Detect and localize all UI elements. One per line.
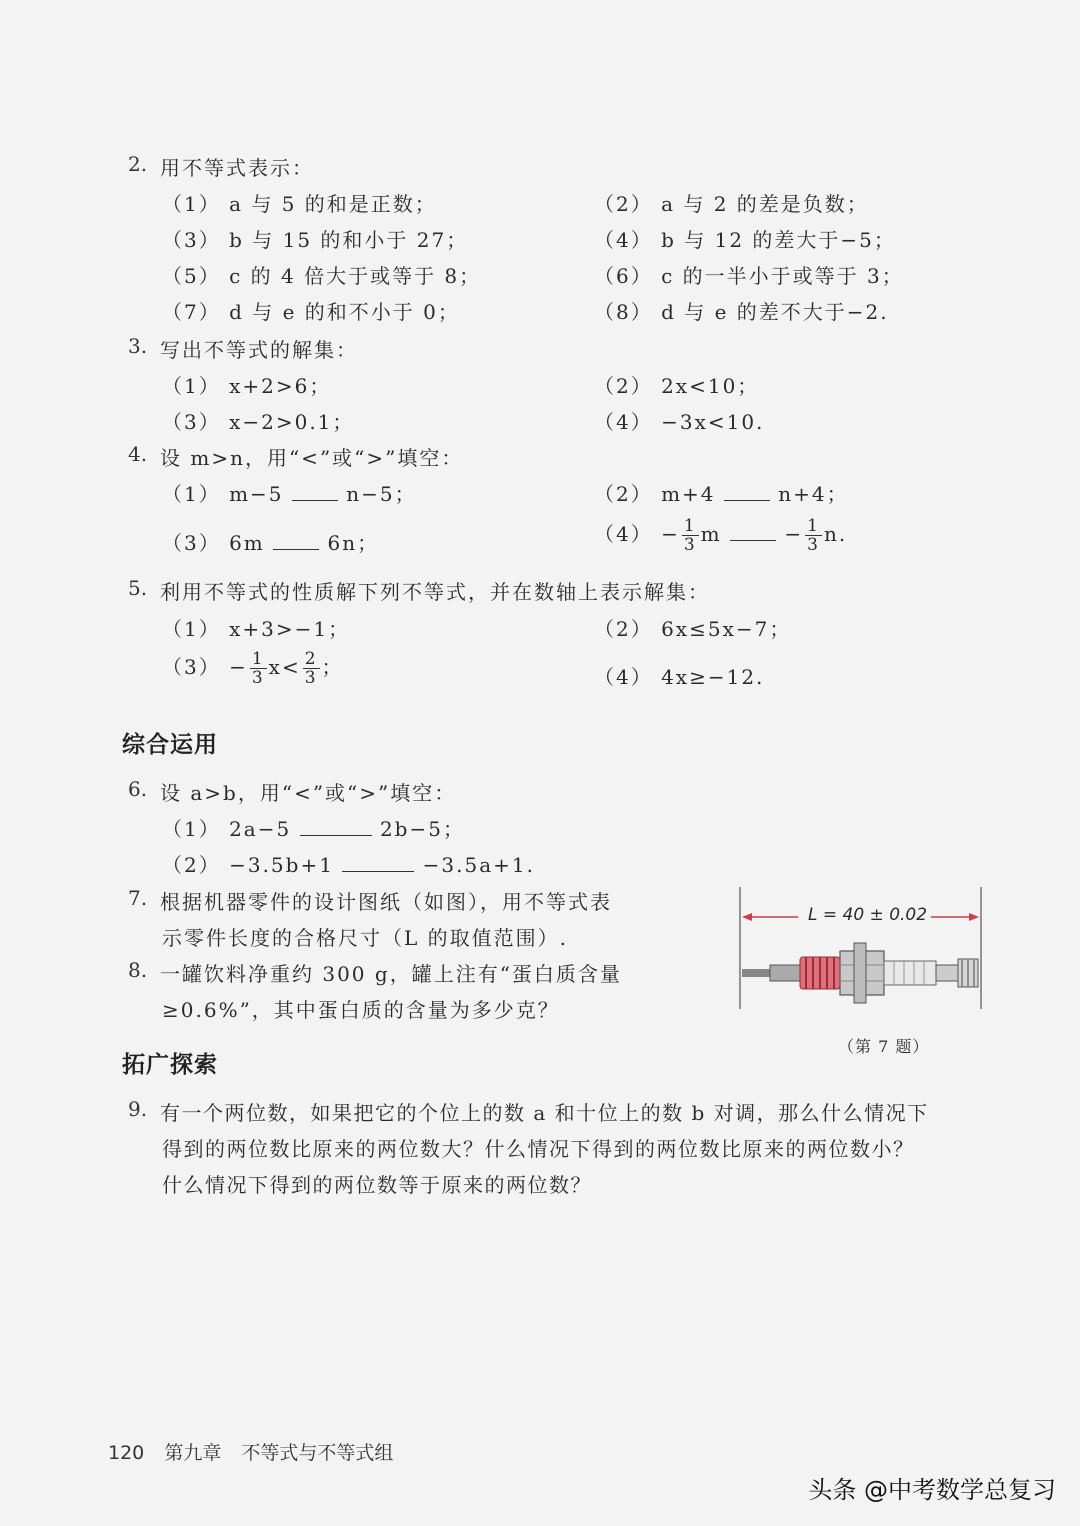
q5-title: 利用不等式的性质解下列不等式，并在数轴上表示解集： [160, 580, 710, 604]
answer-blank[interactable] [292, 482, 338, 501]
q4-item-4-left: （4） − [594, 522, 680, 546]
fraction [250, 650, 267, 687]
fraction-numerator: 2 [304, 649, 318, 669]
q4-item-2 [594, 478, 849, 507]
q5-item-4: （4） 4x≥−12. [594, 665, 765, 689]
q2-item-8: （8） d 与 e 的差不大于−2. [594, 300, 889, 324]
fraction-denominator: 3 [683, 535, 697, 555]
q2-number: 2. [128, 152, 148, 176]
q2-item-6: （6） c 的一半小于或等于 3； [594, 264, 904, 288]
fraction [303, 650, 320, 687]
q4-item-1-left: （1） m−5 [162, 482, 284, 506]
fraction [805, 517, 822, 554]
q5-item-1: （1） x+3>−1； [162, 617, 351, 641]
q4-item-3 [162, 527, 379, 556]
q3-item-3: （3） x−2>0.1； [162, 410, 355, 434]
q8-line-1: 一罐饮料净重约 300 g，罐上注有“蛋白质含量 [160, 962, 622, 986]
page-number: 120 [108, 1442, 145, 1464]
answer-blank[interactable] [730, 522, 776, 541]
q3-item-4: （4） −3x<10. [594, 410, 765, 434]
q2-item-1: （1） a 与 5 的和是正数； [162, 192, 437, 216]
q3-item-1: （1） x+2>6； [162, 374, 332, 398]
q9-line-1: 有一个两位数，如果把它的个位上的数 a 和十位上的数 b 对调，那么什么情况下 [160, 1101, 929, 1125]
fraction-numerator: 1 [683, 516, 697, 536]
q2-item-4: （4） b 与 12 的差大于−5； [594, 228, 896, 252]
q5-item-3-right: ； [321, 655, 344, 679]
q2-item-7: （7） d 与 e 的和不小于 0； [162, 300, 460, 324]
q5-item-3-mid: x< [268, 655, 301, 679]
fraction-denominator: 3 [251, 668, 265, 688]
q4-item-4 [594, 517, 847, 554]
chapter-title: 不等式与不等式组 [241, 1442, 394, 1464]
answer-blank[interactable] [342, 853, 414, 872]
spark-plug-figure [736, 885, 986, 1015]
q4-item-1 [162, 478, 417, 507]
q4-item-4-var: m [700, 522, 722, 546]
q3-number: 3. [128, 334, 148, 358]
q9-number: 9. [128, 1097, 148, 1121]
q6-item-2 [162, 849, 535, 878]
q5-number: 5. [128, 576, 148, 600]
q2-title: 用不等式表示： [160, 156, 314, 180]
q4-item-4-right: n. [823, 522, 848, 546]
q4-number: 4. [128, 442, 148, 466]
q8-number: 8. [128, 958, 148, 982]
q6-item-2-left: （2） −3.5b+1 [162, 853, 334, 877]
page-footer [108, 1438, 407, 1465]
chapter-label: 第九章 [164, 1442, 222, 1464]
q7-number: 7. [128, 886, 148, 910]
section-heading-comprehensive: 综合运用 [122, 732, 218, 758]
fraction-denominator: 3 [304, 668, 318, 688]
q5-item-3 [162, 650, 344, 687]
q4-item-3-left: （3） 6m [162, 531, 265, 555]
q6-item-1-left: （1） 2a−5 [162, 817, 292, 841]
q2-item-5: （5） c 的 4 倍大于或等于 8； [162, 264, 482, 288]
q4-item-4-minus: − [784, 522, 804, 546]
q4-item-2-right: n+4； [778, 482, 849, 506]
q7-line-1: 根据机器零件的设计图纸（如图），用不等式表 [160, 890, 612, 914]
q8-line-2: ≥0.6%”，其中蛋白质的含量为多少克？ [162, 998, 560, 1022]
q5-item-3-left: （3） − [162, 655, 248, 679]
q6-item-2-right: −3.5a+1. [422, 853, 535, 877]
q6-number: 6. [128, 777, 148, 801]
q7-line-2: 示零件长度的合格尺寸（L 的取值范围）. [162, 926, 568, 950]
section-heading-extension: 拓广探索 [122, 1052, 218, 1078]
answer-blank[interactable] [300, 817, 372, 836]
q9-line-2: 得到的两位数比原来的两位数大？什么情况下得到的两位数比原来的两位数小？ [162, 1137, 915, 1161]
fraction-numerator: 1 [251, 649, 265, 669]
q3-item-2: （2） 2x<10； [594, 374, 760, 398]
q4-item-3-right: 6n； [327, 531, 380, 555]
answer-blank[interactable] [724, 482, 770, 501]
q2-item-2: （2） a 与 2 的差是负数； [594, 192, 869, 216]
q9-line-3: 什么情况下得到的两位数等于原来的两位数？ [162, 1173, 592, 1197]
q6-item-1-right: 2b−5； [379, 817, 465, 841]
fraction [682, 517, 699, 554]
q3-title: 写出不等式的解集： [160, 338, 358, 362]
q6-title: 设 a>b，用“<”或“>”填空： [160, 781, 457, 805]
watermark: 头条 @中考数学总复习 [808, 1476, 1056, 1504]
fraction-denominator: 3 [807, 535, 820, 555]
fraction-numerator: 1 [807, 516, 820, 536]
q5-item-2: （2） 6x≤5x−7； [594, 617, 792, 641]
answer-blank[interactable] [273, 531, 319, 550]
q4-item-2-left: （2） m+4 [594, 482, 716, 506]
q4-item-1-right: n−5； [346, 482, 417, 506]
q4-title: 设 m>n，用“<”或“>”填空： [160, 446, 464, 470]
dimension-label: L = 40 ± 0.02 [804, 905, 931, 925]
q6-item-1 [162, 813, 465, 842]
figure-caption: （第 7 题） [838, 1037, 930, 1056]
q2-item-3: （3） b 与 15 的和小于 27； [162, 228, 469, 252]
